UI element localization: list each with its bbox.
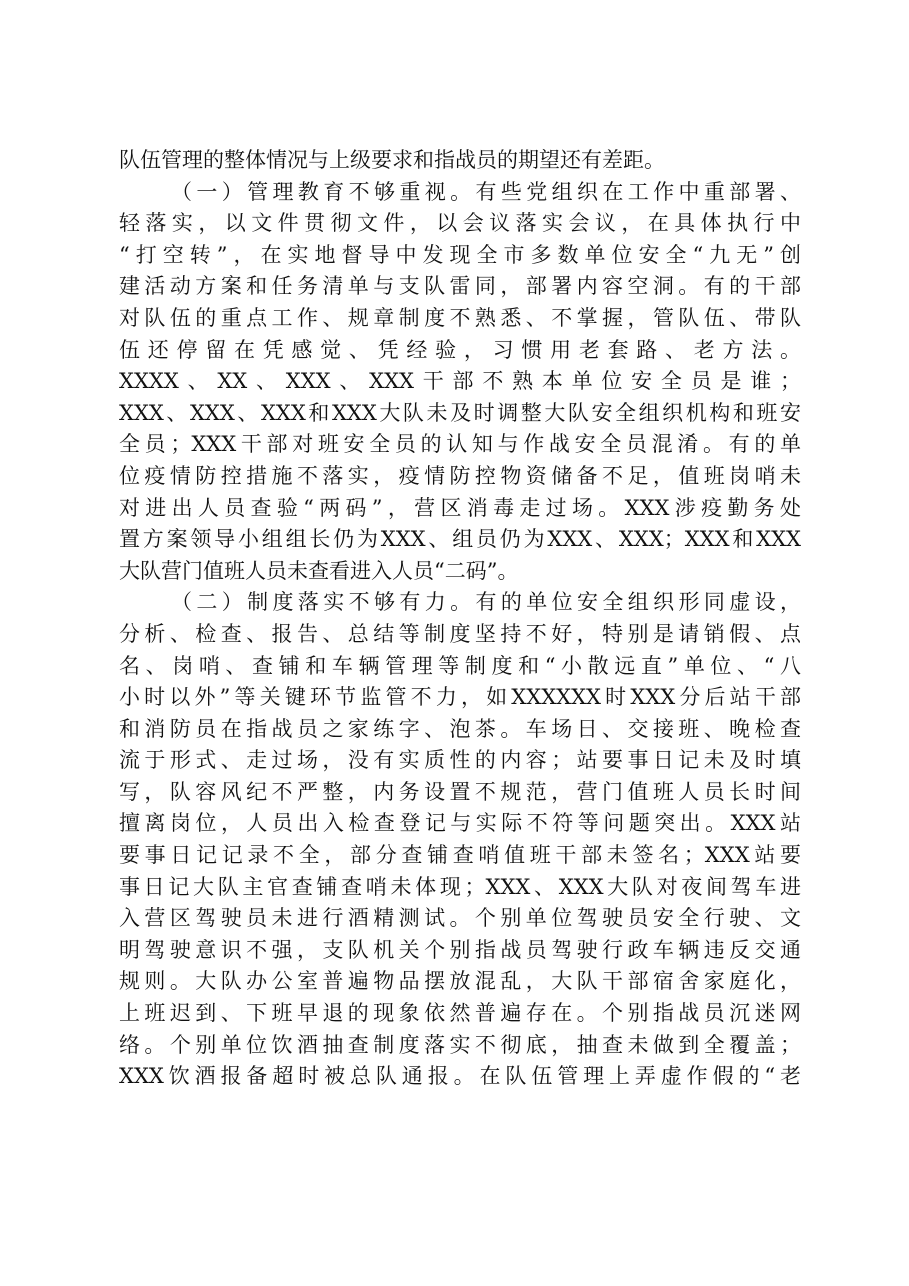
text-line: XXXX、XX、XXX、XXX干部不熟本单位安全员是谁； bbox=[119, 369, 801, 394]
text-line: 络。个别单位饮酒抽查制度落实不彻底，抽查未做到全覆盖； bbox=[119, 1032, 801, 1057]
section-heading-line: （二）制度落实不够有力。有的单位安全组织形同虚设， bbox=[171, 590, 801, 615]
text-line: 流于形式、走过场，没有实质性的内容；站要事日记未及时填 bbox=[119, 748, 801, 773]
text-line: 对进出人员查验“两码”，营区消毒走过场。XXX涉疫勤务处 bbox=[119, 495, 801, 520]
text-line: 大队营门值班人员未查看进入人员“二码”。 bbox=[119, 558, 519, 583]
text-line: 上班迟到、下班早退的现象依然普遍存在。个别指战员沉迷网 bbox=[119, 1001, 801, 1026]
text-line: 置方案领导小组组长仍为XXX、组员仍为XXX、XXX；XXX和XXX bbox=[119, 527, 801, 552]
text-line: 入营区驾驶员未进行酒精测试。个别单位驾驶员安全行驶、文 bbox=[119, 906, 801, 931]
text-line: 和消防员在指战员之家练字、泡茶。车场日、交接班、晚检查 bbox=[119, 716, 801, 741]
text-line: 写，队容风纪不严整，内务设置不规范，营门值班人员长时间 bbox=[119, 779, 801, 804]
text-line: XXX、XXX、XXX和XXX大队未及时调整大队安全组织机构和班安 bbox=[119, 400, 801, 425]
text-line: 伍还停留在凭感觉、凭经验，习惯用老套路、老方法。 bbox=[119, 337, 801, 362]
body-text bbox=[119, 145, 801, 1093]
text-line: 事日记大队主官查铺查哨未体现；XXX、XXX大队对夜间驾车进 bbox=[119, 874, 801, 899]
text-line: 轻落实，以文件贯彻文件，以会议落实会议，在具体执行中 bbox=[119, 211, 801, 236]
text-line: 规则。大队办公室普遍物品摆放混乱，大队干部宿舍家庭化， bbox=[119, 969, 801, 994]
text-line: 擅离岗位，人员出入检查登记与实际不符等问题突出。XXX站 bbox=[119, 811, 801, 836]
text-line: XXX饮酒报备超时被总队通报。在队伍管理上弄虚作假的“老 bbox=[119, 1064, 801, 1089]
section-heading-line: （一）管理教育不够重视。有些党组织在工作中重部署、 bbox=[171, 179, 801, 204]
text-line: 位疫情防控措施不落实，疫情防控物资储备不足，值班岗哨未 bbox=[119, 463, 801, 488]
text-line: 全员；XXX干部对班安全员的认知与作战安全员混淆。有的单 bbox=[119, 432, 801, 457]
text-line: 分析、检查、报告、总结等制度坚持不好，特别是请销假、点 bbox=[119, 621, 801, 646]
text-line: 建活动方案和任务清单与支队雷同，部署内容空洞。有的干部 bbox=[119, 274, 801, 299]
text-line: “打空转”，在实地督导中发现全市多数单位安全“九无”创 bbox=[119, 242, 801, 267]
text-line: 要事日记记录不全，部分查铺查哨值班干部未签名；XXX站要 bbox=[119, 843, 801, 868]
text-line: 小时以外”等关键环节监管不力，如XXXXXX时XXX分后站干部 bbox=[119, 685, 801, 710]
text-line: 名、岗哨、查铺和车辆管理等制度和“小散远直”单位、“八 bbox=[119, 653, 801, 678]
text-line: 对队伍的重点工作、规章制度不熟悉、不掌握，管队伍、带队 bbox=[119, 305, 801, 330]
text-line: 队伍管理的整体情况与上级要求和指战员的期望还有差距。 bbox=[119, 148, 665, 172]
text-line: 明驾驶意识不强，支队机关个别指战员驾驶行政车辆违反交通 bbox=[119, 937, 801, 962]
